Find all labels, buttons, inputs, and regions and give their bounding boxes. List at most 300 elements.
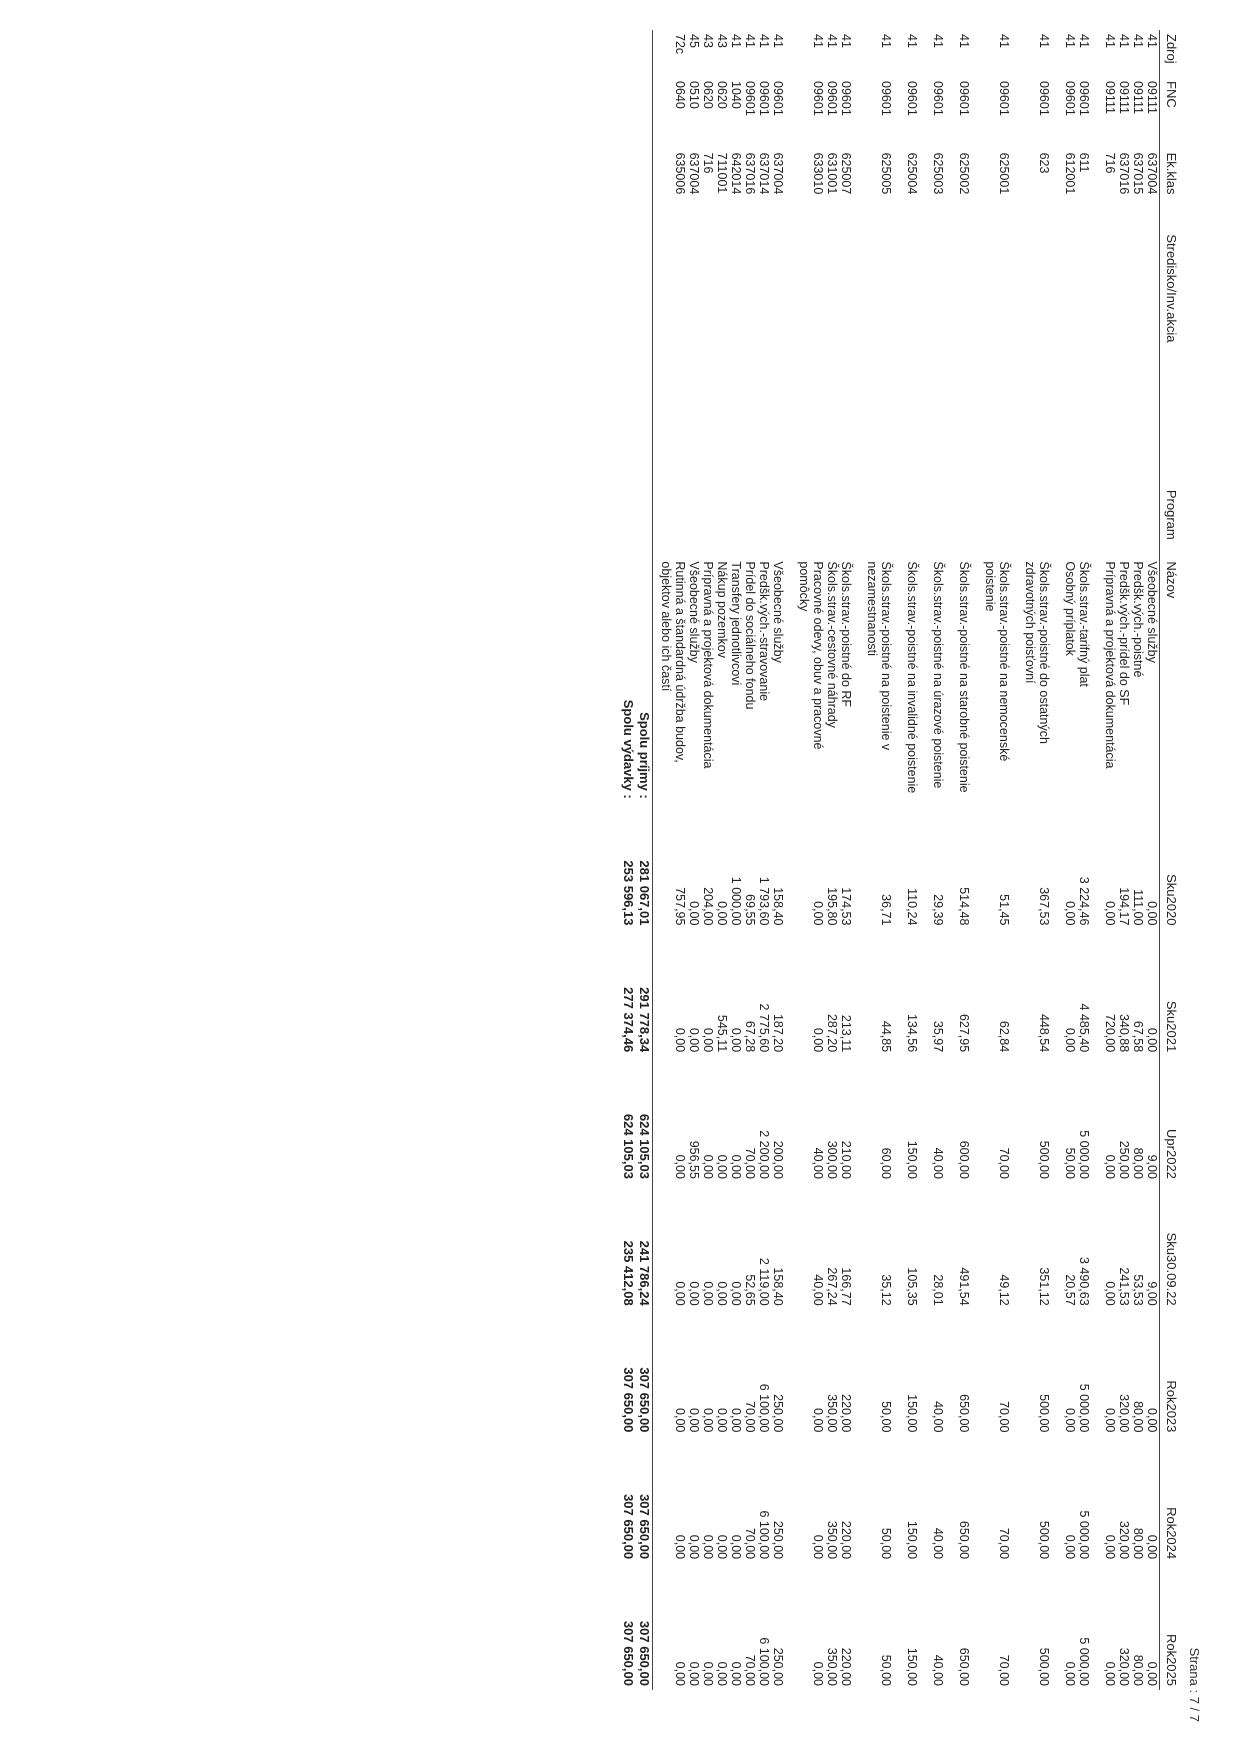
- cell-value-sku2020: 0,00: [1103, 901, 1117, 926]
- cell-value-rok2025: 0,00: [729, 1661, 743, 1686]
- cell-value-rok2023: 650,00: [957, 1394, 971, 1433]
- cell-value-upr2022: 5 000,00: [1077, 1130, 1091, 1179]
- cell-value-rok2023: 0,00: [715, 1408, 729, 1433]
- cell-value-rok2025: 250,00: [771, 1647, 785, 1686]
- cell-zdroj: 41: [811, 34, 825, 48]
- cell-value-sku2021: 627,95: [957, 1013, 971, 1053]
- cell-ek-klas: 637004: [1145, 152, 1159, 195]
- header-program: Program: [1160, 486, 1181, 558]
- cell-program: [687, 486, 701, 558]
- cell-value-rok2025: 150,00: [905, 1647, 919, 1686]
- cell-value-sku30-09-22: 20,57: [1063, 1274, 1077, 1306]
- cell-fnc: 0510: [687, 81, 701, 109]
- cell-value-upr2022: 9,00: [1145, 1154, 1159, 1179]
- cell-zdroj: 43: [701, 34, 715, 48]
- cell-value-rok2024: 70,00: [743, 1527, 757, 1560]
- cell-value-rok2023: 500,00: [1037, 1394, 1051, 1433]
- header-zdroj: Zdroj: [1160, 30, 1181, 77]
- cell-fnc: 09601: [1063, 81, 1077, 116]
- cell-nazov: Osobný príplatok: [1063, 561, 1077, 656]
- cell-zdroj: 41: [1037, 34, 1051, 48]
- cell-value-sku30-09-22: 491,54: [957, 1267, 971, 1306]
- cell-program: [825, 486, 839, 558]
- cell-value-sku2021: 448,54: [1037, 1013, 1051, 1053]
- cell-stredisko: [865, 230, 905, 486]
- header-rok2023: Rok2023: [1160, 1310, 1181, 1437]
- cell-value-rok2023: 320,00: [1117, 1394, 1131, 1433]
- cell-stredisko: [839, 230, 865, 486]
- cell-value-rok2025: 50,00: [879, 1654, 893, 1686]
- cell-value-sku30-09-22: 0,00: [1103, 1281, 1117, 1306]
- cell-program: [757, 486, 771, 558]
- cell-value-rok2024: 0,00: [1103, 1534, 1117, 1560]
- cell-stredisko: [931, 230, 957, 486]
- cell-ek-klas: 625007: [839, 152, 853, 195]
- cell-value-sku2021: 2 775,60: [757, 1003, 771, 1053]
- cell-program: [771, 486, 797, 558]
- cell-value-rok2025: 0,00: [1145, 1661, 1159, 1686]
- cell-fnc: 09601: [1077, 81, 1091, 116]
- cell-value-rok2024: 0,00: [673, 1534, 687, 1560]
- cell-value-sku2021: 134,56: [905, 1013, 919, 1053]
- cell-value-rok2023: 0,00: [701, 1408, 715, 1433]
- cell-stredisko: [1077, 230, 1103, 486]
- cell-program: [1063, 486, 1077, 558]
- cell-value-rok2025: 0,00: [701, 1661, 715, 1686]
- totals-table: [620, 30, 653, 1690]
- cell-zdroj: 41: [825, 34, 839, 48]
- cell-value-upr2022: 150,00: [905, 1140, 919, 1179]
- cell-ek-klas: 625005: [879, 152, 893, 195]
- totals-label: Spolu výdavky :: [621, 699, 636, 799]
- cell-fnc: 09111: [1131, 81, 1145, 114]
- cell-value-sku30-09-22: 0,00: [687, 1281, 701, 1306]
- cell-value-sku2020: 174,53: [839, 887, 853, 926]
- cell-value-upr2022: 40,00: [931, 1147, 945, 1179]
- cell-program: [729, 486, 743, 558]
- table-row: [931, 30, 957, 1690]
- cell-program: [715, 486, 729, 558]
- cell-value-rok2023: 40,00: [931, 1401, 945, 1433]
- table-row: [1145, 30, 1160, 1690]
- cell-zdroj: 41: [757, 34, 771, 48]
- cell-ek-klas: 625002: [957, 152, 971, 195]
- cell-value-rok2023: 70,00: [743, 1401, 757, 1433]
- cell-fnc: 09601: [771, 81, 785, 116]
- cell-nazov: Prídel do sociálneho fondu: [743, 561, 757, 710]
- header-sku2020: Sku2020: [1160, 803, 1181, 930]
- cell-nazov: Transfery jednotlivcovi: [729, 561, 743, 686]
- cell-fnc: 09601: [931, 81, 945, 116]
- cell-value-sku2021: 0,00: [673, 1027, 687, 1053]
- cell-program: [905, 486, 931, 558]
- cell-zdroj: 72c: [673, 34, 687, 55]
- cell-value-sku30-09-22: 9,00: [1145, 1281, 1159, 1306]
- cell-value-sku2020: 158,40: [771, 887, 785, 926]
- cell-value-upr2022: 0,00: [729, 1154, 743, 1179]
- cell-ek-klas: 625001: [997, 152, 1011, 195]
- cell-value-upr2022: 0,00: [673, 1154, 687, 1179]
- cell-value-rok2025: 0,00: [1103, 1661, 1117, 1686]
- cell-ek-klas: 637004: [687, 152, 701, 195]
- totals-row: [636, 30, 653, 1690]
- cell-ek-klas: 611: [1077, 152, 1091, 173]
- cell-value-rok2024: 0,00: [687, 1534, 701, 1560]
- cell-value-rok2023: 150,00: [905, 1394, 919, 1433]
- cell-zdroj: 41: [997, 34, 1011, 48]
- cell-value-rok2023: 250,00: [771, 1394, 785, 1433]
- cell-ek-klas: 716: [701, 152, 715, 174]
- totals-value: 307 650,00: [621, 1494, 636, 1560]
- cell-value-sku2020: 0,00: [1063, 901, 1077, 926]
- cell-value-rok2024: 0,00: [715, 1534, 729, 1560]
- totals-row: [620, 30, 636, 1690]
- cell-value-sku2021: 0,00: [811, 1027, 825, 1053]
- table-row: [1103, 30, 1117, 1690]
- table-row: [797, 30, 825, 1690]
- cell-value-rok2025: 350,00: [825, 1647, 839, 1686]
- cell-value-sku2020: 111,00: [1131, 889, 1145, 926]
- cell-value-sku2020: 69,55: [743, 894, 757, 926]
- table-header-row: [1160, 30, 1181, 1690]
- cell-nazov: Predšk.vých.-poistné: [1131, 561, 1145, 678]
- cell-value-rok2024: 500,00: [1037, 1520, 1051, 1560]
- cell-value-sku30-09-22: 158,40: [771, 1267, 785, 1306]
- totals-value: 277 374,46: [621, 987, 636, 1053]
- cell-program: [1145, 486, 1160, 558]
- table-row: [701, 30, 715, 1690]
- cell-value-sku30-09-22: 28,01: [931, 1274, 945, 1306]
- cell-fnc: 09111: [1103, 81, 1117, 114]
- cell-value-rok2024: 5 000,00: [1077, 1510, 1091, 1560]
- cell-value-upr2022: 200,00: [771, 1140, 785, 1179]
- cell-value-rok2024: 50,00: [879, 1527, 893, 1560]
- header-rok2025: Rok2025: [1160, 1563, 1181, 1690]
- cell-value-rok2024: 0,00: [1063, 1534, 1077, 1560]
- cell-nazov: Predšk.vých.-stravovanie: [757, 561, 771, 702]
- cell-value-upr2022: 0,00: [715, 1154, 729, 1179]
- cell-value-rok2024: 0,00: [729, 1534, 743, 1560]
- cell-value-sku2021: 0,00: [687, 1027, 701, 1053]
- cell-ek-klas: 711001: [715, 152, 729, 194]
- cell-value-sku2021: 67,28: [743, 1020, 757, 1053]
- cell-value-rok2025: 40,00: [931, 1654, 945, 1686]
- cell-value-rok2024: 220,00: [839, 1520, 853, 1560]
- table-body: [659, 30, 1160, 1690]
- cell-value-upr2022: 50,00: [1063, 1147, 1077, 1179]
- totals-value: 307 650,00: [621, 1367, 636, 1433]
- cell-value-sku2021: 62,84: [997, 1020, 1011, 1053]
- cell-value-sku2020: 51,45: [997, 894, 1011, 926]
- cell-zdroj: 41: [839, 34, 853, 48]
- cell-fnc: 09111: [1145, 81, 1159, 114]
- cell-value-rok2024: 80,00: [1131, 1527, 1145, 1560]
- cell-value-rok2025: 650,00: [957, 1647, 971, 1686]
- cell-value-sku2021: 187,20: [771, 1013, 785, 1053]
- cell-fnc: 09601: [825, 81, 839, 116]
- cell-value-rok2024: 320,00: [1117, 1520, 1131, 1560]
- cell-value-upr2022: 60,00: [879, 1147, 893, 1179]
- totals-value: 235 412,08: [621, 1240, 636, 1306]
- cell-value-upr2022: 300,00: [825, 1140, 839, 1179]
- cell-stredisko: [1063, 230, 1077, 486]
- totals-value: 624 105,03: [621, 1113, 636, 1179]
- cell-program: [1131, 486, 1145, 558]
- cell-fnc: 0620: [701, 81, 715, 109]
- cell-ek-klas: 637004: [771, 152, 785, 195]
- cell-value-upr2022: 70,00: [743, 1147, 757, 1179]
- cell-stredisko: [1131, 230, 1145, 486]
- cell-program: [701, 486, 715, 558]
- cell-fnc: 0620: [715, 81, 729, 109]
- cell-fnc: 1040: [729, 81, 743, 109]
- table-row: [771, 30, 797, 1690]
- cell-value-upr2022: 0,00: [701, 1154, 715, 1179]
- cell-value-rok2025: 70,00: [743, 1654, 757, 1686]
- cell-value-sku2020: 0,00: [1145, 901, 1159, 926]
- cell-ek-klas: 625003: [931, 152, 945, 195]
- cell-zdroj: 41: [1131, 34, 1145, 48]
- cell-nazov: Nákup pozemkov: [715, 561, 729, 658]
- cell-value-upr2022: 250,00: [1117, 1140, 1131, 1179]
- cell-zdroj: 41: [1145, 34, 1159, 48]
- cell-value-rok2025: 0,00: [811, 1661, 825, 1686]
- cell-program: [983, 486, 1023, 558]
- cell-program: [1103, 486, 1117, 558]
- cell-nazov: Pracovné odevy, obuv a pracovné pomôcky: [797, 561, 825, 750]
- cell-stredisko: [825, 230, 839, 486]
- cell-program: [1023, 486, 1063, 558]
- cell-stredisko: [1117, 230, 1131, 486]
- cell-zdroj: 41: [771, 34, 785, 48]
- cell-fnc: 09601: [757, 81, 771, 116]
- cell-value-upr2022: 2 200,00: [757, 1130, 771, 1179]
- cell-value-sku30-09-22: 35,12: [879, 1274, 893, 1306]
- cell-value-rok2025: 5 000,00: [1077, 1637, 1091, 1686]
- cell-value-sku30-09-22: 0,00: [729, 1281, 743, 1306]
- cell-fnc: 09601: [905, 81, 919, 116]
- cell-fnc: 09601: [811, 81, 825, 116]
- totals-value: 241 786,24: [637, 1240, 652, 1306]
- cell-ek-klas: 635006: [673, 152, 687, 195]
- cell-stredisko: [1023, 230, 1063, 486]
- cell-value-sku30-09-22: 267,24: [825, 1267, 839, 1306]
- totals-value: 307 650,00: [637, 1620, 652, 1686]
- cell-value-rok2023: 70,00: [997, 1401, 1011, 1433]
- cell-value-rok2023: 0,00: [811, 1408, 825, 1433]
- table-row: [687, 30, 701, 1690]
- cell-stredisko: [757, 230, 771, 486]
- cell-nazov: Všeobecné služby: [1145, 561, 1159, 663]
- cell-stredisko: [797, 230, 825, 486]
- cell-fnc: 0640: [673, 81, 687, 109]
- table-row: [905, 30, 931, 1690]
- cell-value-rok2024: 6 100,00: [757, 1510, 771, 1560]
- cell-fnc: 09111: [1117, 81, 1131, 114]
- cell-ek-klas: 637014: [757, 152, 771, 195]
- cell-value-sku30-09-22: 3 490,63: [1077, 1256, 1091, 1306]
- cell-value-sku2020: 757,95: [673, 887, 687, 926]
- cell-value-rok2023: 50,00: [879, 1401, 893, 1433]
- cell-value-sku30-09-22: 0,00: [715, 1281, 729, 1306]
- cell-fnc: 09601: [743, 81, 757, 116]
- cell-ek-klas: 642014: [729, 152, 743, 195]
- cell-value-sku30-09-22: 105,35: [905, 1267, 919, 1306]
- cell-program: [957, 486, 983, 558]
- cell-value-rok2025: 320,00: [1117, 1647, 1131, 1686]
- cell-ek-klas: 637016: [743, 152, 757, 195]
- cell-stredisko: [957, 230, 983, 486]
- cell-stredisko: [743, 230, 757, 486]
- table-row: [1117, 30, 1131, 1690]
- cell-value-sku30-09-22: 0,00: [701, 1281, 715, 1306]
- cell-program: [743, 486, 757, 558]
- cell-program: [1117, 486, 1131, 558]
- cell-nazov: Škols.strav.-poistné do RF: [839, 561, 853, 708]
- table-row: [1023, 30, 1063, 1690]
- cell-stredisko: [771, 230, 797, 486]
- cell-value-rok2025: 0,00: [1063, 1661, 1077, 1686]
- cell-zdroj: 41: [743, 34, 757, 48]
- cell-value-sku30-09-22: 241,53: [1117, 1267, 1131, 1306]
- cell-value-sku2020: 3 224,46: [1077, 876, 1091, 926]
- cell-value-upr2022: 80,00: [1131, 1147, 1145, 1179]
- cell-value-upr2022: 40,00: [811, 1147, 825, 1179]
- table-row: [1063, 30, 1077, 1690]
- cell-stredisko: [983, 230, 1023, 486]
- cell-value-sku2021: 67,58: [1131, 1020, 1145, 1053]
- cell-zdroj: 41: [729, 34, 743, 48]
- table-row: [983, 30, 1023, 1690]
- totals-value: 291 778,34: [637, 987, 652, 1053]
- cell-value-sku2020: 195,80: [825, 887, 839, 926]
- cell-nazov: Škols.strav.-cestovné náhrady: [825, 561, 839, 728]
- table-row: [1077, 30, 1103, 1690]
- cell-program: [865, 486, 905, 558]
- cell-value-rok2024: 70,00: [997, 1527, 1011, 1560]
- cell-value-rok2025: 500,00: [1037, 1647, 1051, 1686]
- cell-value-sku2020: 36,71: [879, 894, 893, 926]
- cell-value-upr2022: 70,00: [997, 1147, 1011, 1179]
- totals-value: 307 650,00: [621, 1620, 636, 1686]
- table-row: [757, 30, 771, 1690]
- table-row: [839, 30, 865, 1690]
- totals-value: 253 596,13: [621, 860, 636, 926]
- totals-value: 281 067,01: [637, 860, 652, 926]
- cell-value-sku2020: 110,24: [905, 888, 919, 926]
- cell-nazov: Všeobecné služby: [771, 561, 785, 663]
- cell-value-rok2025: 0,00: [673, 1661, 687, 1686]
- cell-value-upr2022: 500,00: [1037, 1140, 1051, 1179]
- table-row: [743, 30, 757, 1690]
- cell-value-upr2022: 210,00: [839, 1140, 853, 1179]
- cell-value-sku2021: 340,88: [1117, 1013, 1131, 1053]
- header-sku30-09-22: Sku30.09.22: [1160, 1183, 1181, 1310]
- cell-value-upr2022: 0,00: [1103, 1154, 1117, 1179]
- header-ek-klas: Ek.klas: [1160, 149, 1181, 231]
- cell-value-sku2020: 514,48: [957, 887, 971, 926]
- cell-zdroj: 41: [1063, 34, 1077, 48]
- cell-program: [797, 486, 825, 558]
- cell-ek-klas: 625004: [905, 152, 919, 195]
- cell-nazov: Škols.strav.-tarifný plat: [1077, 561, 1091, 687]
- cell-ek-klas: 637015: [1131, 152, 1145, 195]
- cell-value-sku2021: 4 485,40: [1077, 1003, 1091, 1053]
- cell-value-rok2023: 220,00: [839, 1394, 853, 1433]
- cell-value-sku2021: 720,00: [1103, 1013, 1117, 1053]
- cell-value-sku30-09-22: 53,53: [1131, 1274, 1145, 1306]
- cell-value-rok2023: 0,00: [687, 1408, 701, 1433]
- cell-value-sku2021: 213,11: [839, 1014, 853, 1053]
- table-row: [957, 30, 983, 1690]
- cell-value-sku2020: 1 000,00: [729, 876, 743, 926]
- cell-value-rok2023: 350,00: [825, 1394, 839, 1433]
- cell-value-rok2025: 220,00: [839, 1647, 853, 1686]
- table-row: [865, 30, 905, 1690]
- cell-value-rok2023: 0,00: [1063, 1408, 1077, 1433]
- cell-nazov: Škols.strav.-poistné na úrazové poistenie: [931, 561, 945, 789]
- cell-zdroj: 41: [957, 34, 971, 48]
- table-row: [659, 30, 687, 1690]
- cell-nazov: Prípravná a projektová dokumentácia: [701, 561, 715, 769]
- cell-value-sku2021: 0,00: [701, 1027, 715, 1053]
- cell-value-rok2024: 0,00: [1145, 1534, 1159, 1560]
- cell-stredisko: [905, 230, 931, 486]
- header-sku2021: Sku2021: [1160, 929, 1181, 1056]
- totals-value: 307 650,00: [637, 1494, 652, 1560]
- cell-value-sku30-09-22: 40,00: [811, 1274, 825, 1306]
- cell-nazov: Škols.strav.-poistné na invalidné poistenie: [905, 561, 919, 794]
- totals-label: Spolu príjmy :: [637, 712, 652, 799]
- cell-value-rok2024: 350,00: [825, 1520, 839, 1560]
- cell-value-sku2021: 0,00: [729, 1027, 743, 1053]
- cell-stredisko: [701, 230, 715, 486]
- header-fnc: FNC: [1160, 77, 1181, 149]
- cell-value-rok2025: 80,00: [1131, 1654, 1145, 1686]
- cell-value-rok2025: 6 100,00: [757, 1637, 771, 1686]
- cell-stredisko: [659, 230, 687, 486]
- cell-zdroj: 43: [715, 34, 729, 48]
- cell-value-sku2020: 1 793,60: [757, 876, 771, 926]
- cell-value-rok2023: 6 100,00: [757, 1383, 771, 1433]
- cell-value-rok2023: 0,00: [729, 1408, 743, 1433]
- cell-zdroj: 41: [931, 34, 945, 48]
- cell-value-sku2021: 44,85: [879, 1020, 893, 1053]
- totals-body: [620, 30, 653, 1690]
- cell-ek-klas: 631001: [825, 152, 839, 195]
- totals-value: 307 650,00: [637, 1367, 652, 1433]
- table-row: [715, 30, 729, 1690]
- cell-stredisko: [1145, 230, 1160, 486]
- cell-value-upr2022: 956,55: [687, 1140, 701, 1179]
- header-nazov: Názov: [1160, 557, 1181, 802]
- cell-value-upr2022: 600,00: [957, 1140, 971, 1179]
- cell-value-rok2023: 0,00: [1145, 1408, 1159, 1433]
- cell-ek-klas: 623: [1037, 152, 1051, 174]
- cell-value-rok2025: 70,00: [997, 1654, 1011, 1686]
- cell-value-sku2021: 0,00: [1063, 1027, 1077, 1053]
- cell-fnc: 09601: [839, 81, 853, 116]
- cell-stredisko: [1103, 230, 1117, 486]
- cell-stredisko: [729, 230, 743, 486]
- cell-fnc: 09601: [997, 81, 1011, 116]
- budget-table: [659, 30, 1180, 1690]
- cell-value-rok2023: 5 000,00: [1077, 1383, 1091, 1433]
- cell-value-rok2025: 0,00: [687, 1661, 701, 1686]
- cell-value-sku2020: 204,00: [701, 887, 715, 926]
- cell-program: [839, 486, 865, 558]
- cell-value-sku2020: 0,00: [687, 901, 701, 926]
